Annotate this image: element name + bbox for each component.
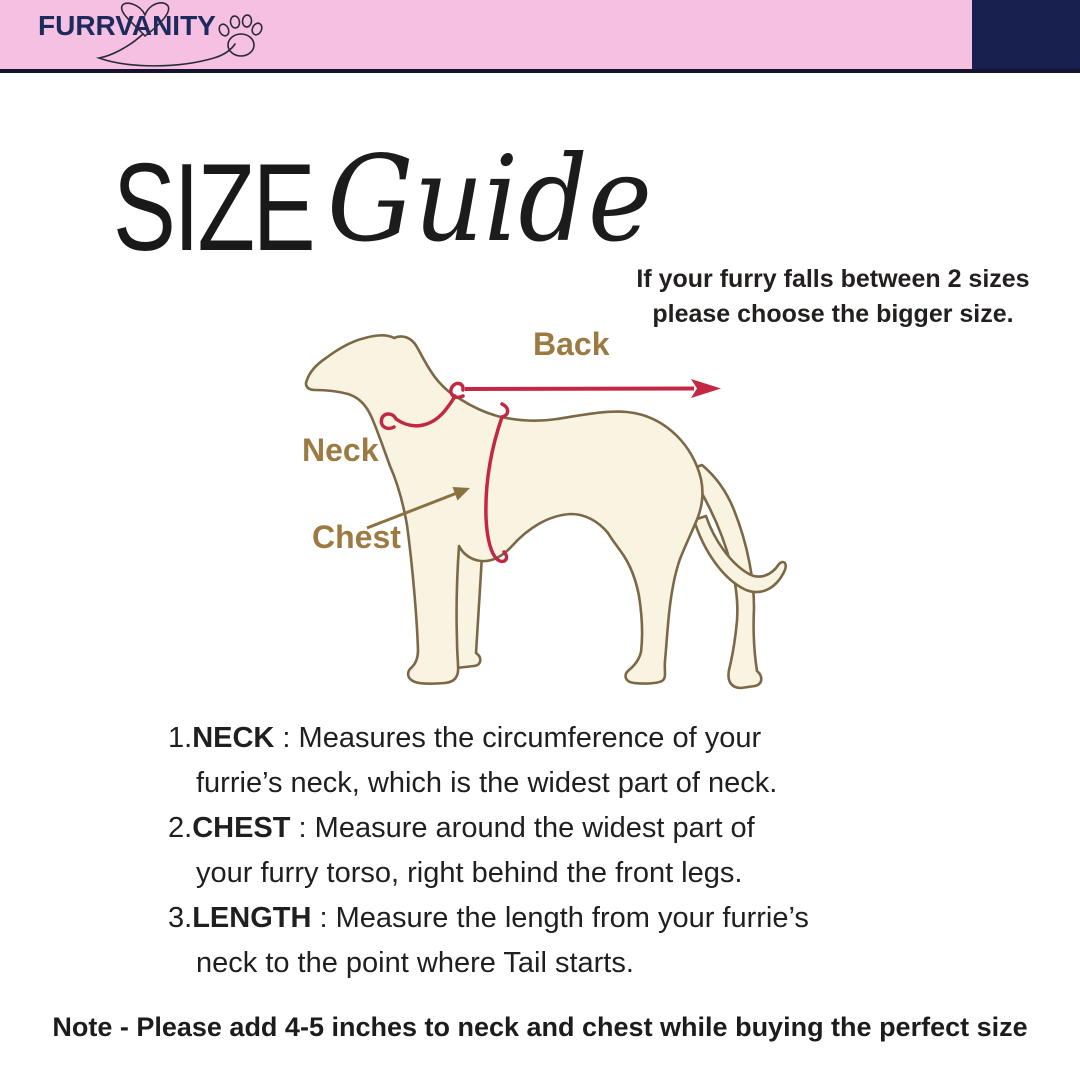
item-text: Measures the circumference of your — [298, 722, 762, 754]
instruction-item-chest — [168, 806, 988, 896]
page-title-size: SIZE — [113, 139, 314, 277]
sizing-advice — [608, 262, 1058, 332]
chest-label: Chest — [312, 519, 401, 555]
page-title-guide: Guide — [327, 130, 653, 268]
back-label: Back — [533, 330, 610, 362]
header-navy-block — [972, 0, 1080, 69]
item-term: NECK — [192, 722, 275, 754]
item-term: LENGTH — [192, 902, 312, 934]
item-term: CHEST — [192, 812, 291, 844]
item-text: Measure around the widest part of — [314, 812, 755, 844]
instruction-line — [168, 806, 988, 851]
back-arrowhead-icon — [691, 379, 721, 398]
instruction-line: furrie’s neck, which is the widest part of neck. — [196, 767, 778, 799]
item-separator: : — [311, 902, 336, 934]
sizing-advice-line2: please choose the bigger size. — [652, 300, 1014, 328]
instruction-line — [168, 716, 988, 761]
instruction-line: neck to the point where Tail starts. — [196, 947, 634, 979]
item-text: Measure the length from your furrie’s — [335, 902, 809, 934]
item-number: 2. — [168, 812, 193, 844]
measurement-instructions — [168, 716, 988, 986]
sizing-advice-line1: If your furry falls between 2 sizes — [636, 265, 1030, 293]
item-separator: : — [274, 722, 299, 754]
instruction-item-neck — [168, 716, 988, 806]
item-number: 1. — [168, 722, 193, 754]
instruction-line: your furry torso, right behind the front legs. — [196, 857, 743, 889]
neck-label: Neck — [302, 432, 379, 468]
instruction-item-length — [168, 896, 988, 986]
instruction-line — [168, 896, 988, 941]
sizing-note: Note - Please add 4-5 inches to neck and chest while buying the perfect size — [52, 1012, 1028, 1042]
back-measure-arrow-line — [465, 389, 694, 390]
paw-print-icon — [217, 15, 263, 56]
brand-logo — [0, 0, 300, 69]
dog-measurement-diagram — [290, 330, 835, 700]
header-bar — [0, 0, 1080, 73]
item-separator: : — [290, 812, 315, 844]
brand-name: FURRVANITY — [38, 10, 216, 41]
item-number: 3. — [168, 902, 193, 934]
back-measure-curl — [451, 383, 463, 397]
